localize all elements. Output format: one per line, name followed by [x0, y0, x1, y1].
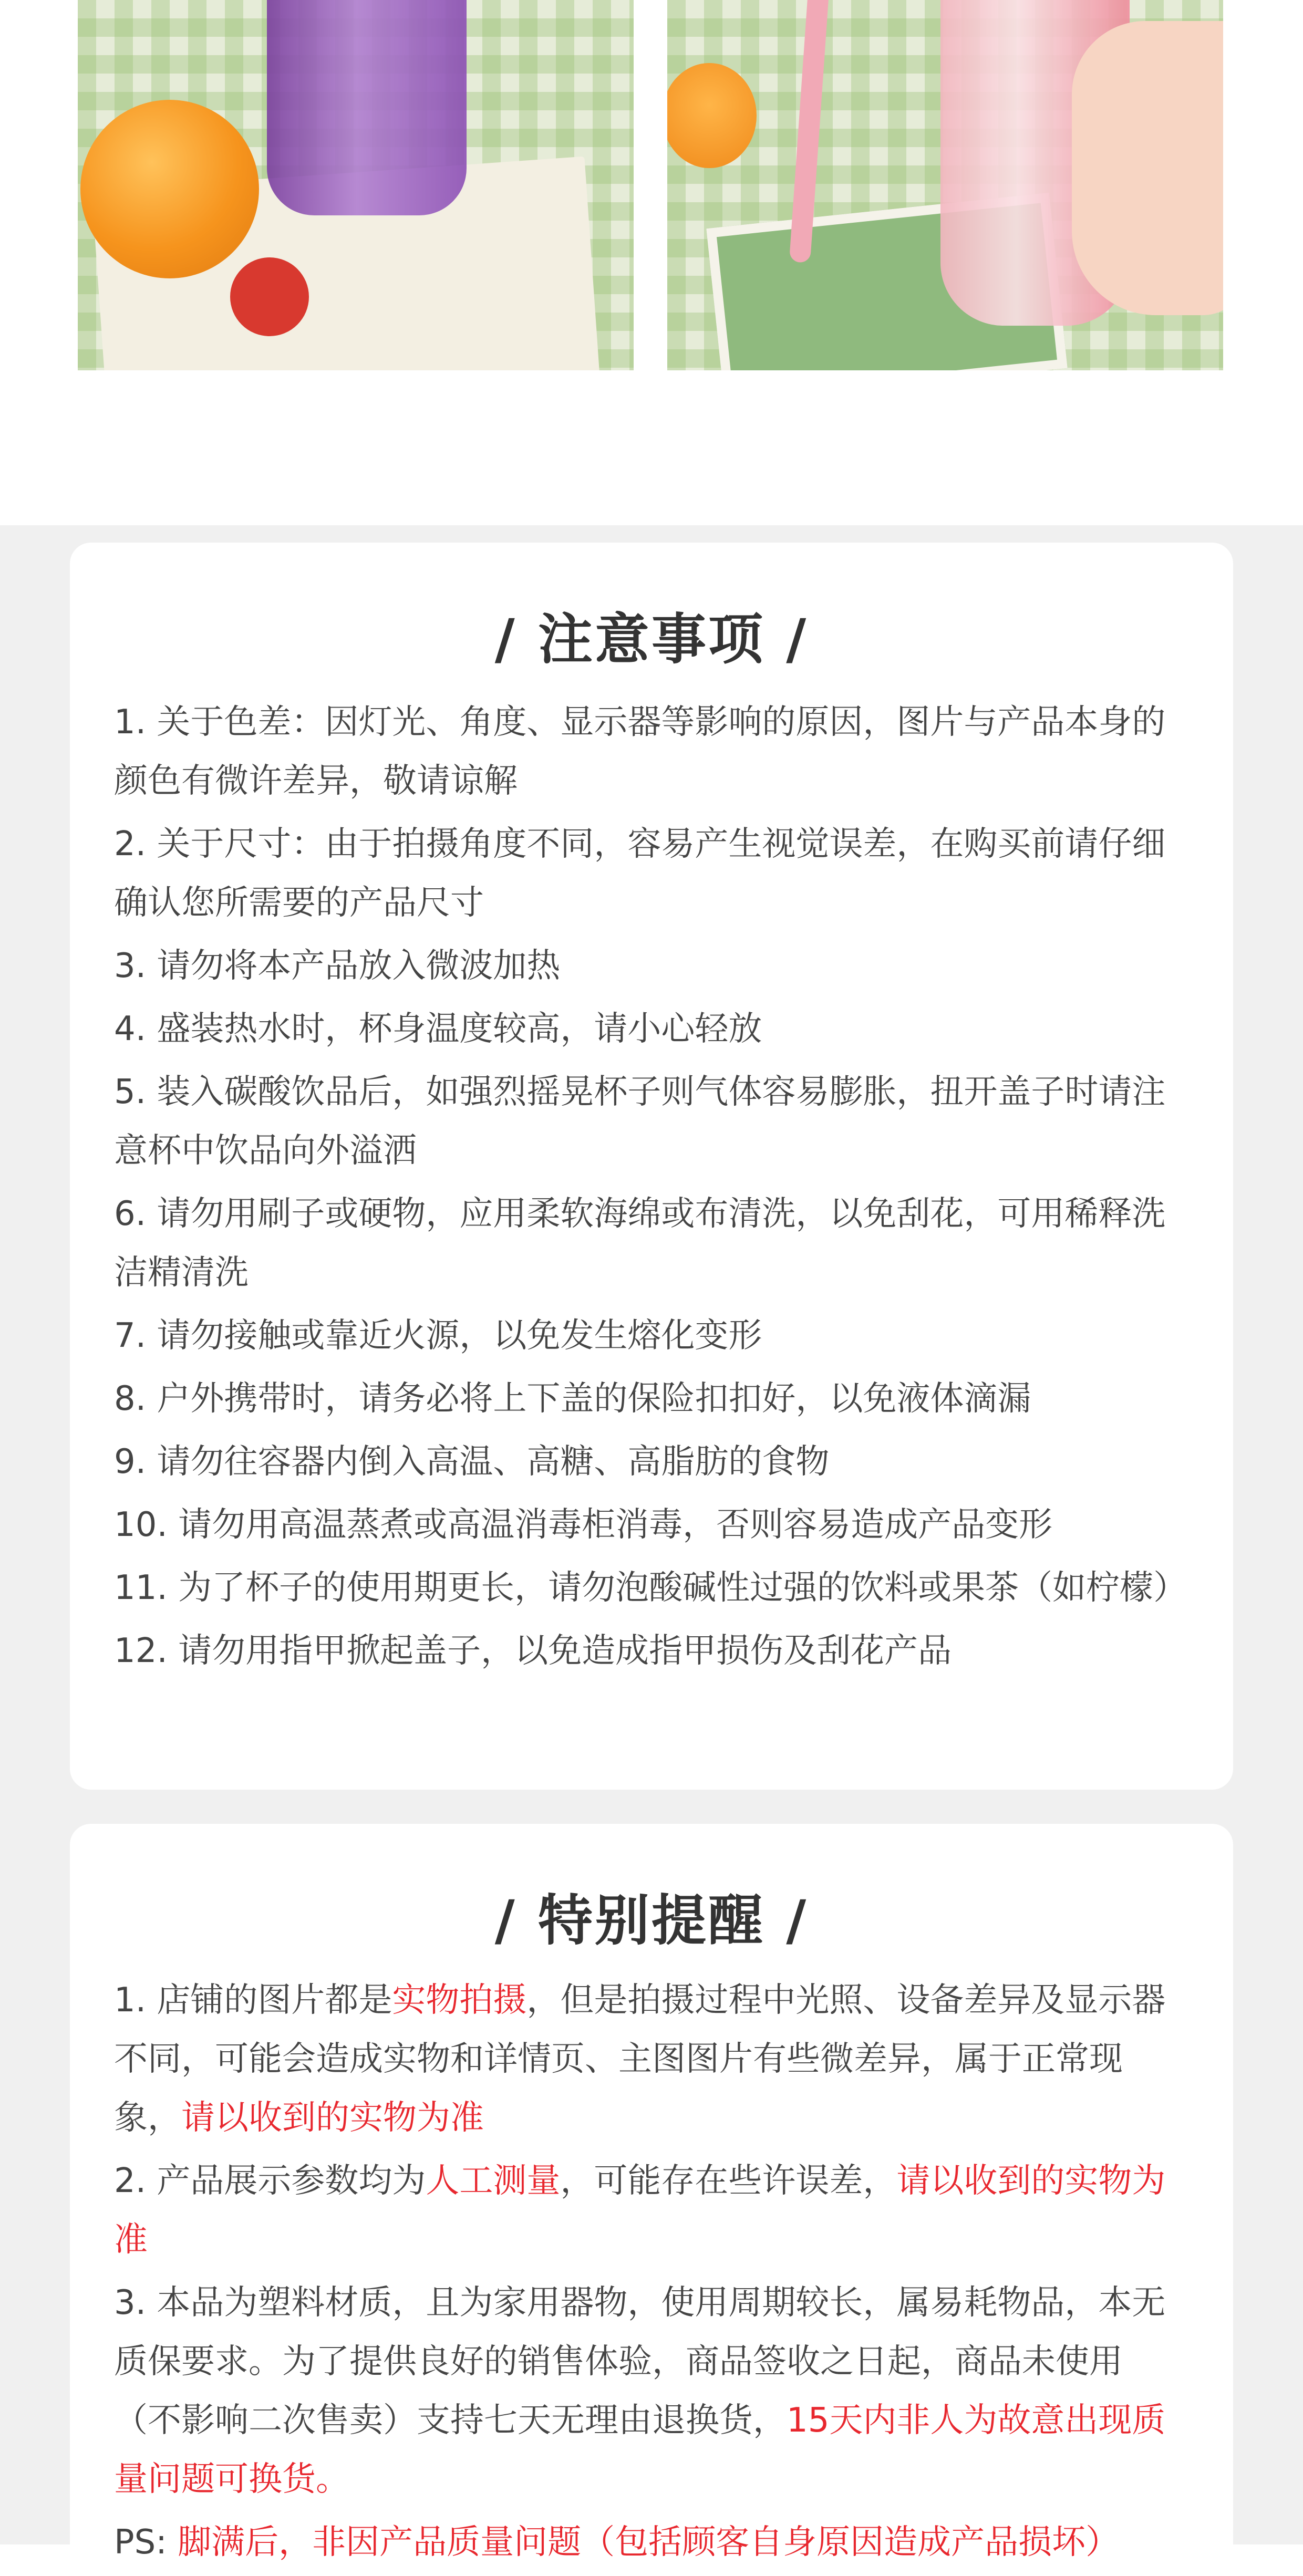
tips-text: PS: [114, 2523, 178, 2562]
notes-item: 6. 请勿用刷子或硬物，应用柔软海绵或布清洗，以免刮花，可用稀释洗洁精清洗 [114, 1194, 1166, 1292]
tips-item [114, 1971, 1189, 2147]
orange-illustration [667, 63, 757, 168]
notes-item: 7. 请勿接触或靠近火源，以免发生熔化变形 [114, 1316, 762, 1355]
tips-text: 2. 产品展示参数均为 [114, 2162, 426, 2200]
tips-list [114, 1971, 1189, 2576]
book-sticker [230, 257, 309, 336]
notes-item: 8. 户外携带时，请务必将上下盖的保险扣扣好，以免液体滴漏 [114, 1379, 1031, 1418]
notes-item: 5. 装入碳酸饮品后，如强烈摇晃杯子则气体容易膨胀，扭开盖子时请注意杯中饮品向外溢洒 [114, 1073, 1166, 1170]
notes-list [114, 693, 1189, 1685]
tips-card [70, 1824, 1233, 2570]
notes-item: 2. 关于尺寸：由于拍摄角度不同，容易产生视觉误差，在购买前请仔细确认您所需要的产品尺寸 [114, 825, 1166, 922]
notes-title: / 注意事项 / [494, 607, 809, 671]
tips-text: 3. 本品为塑料材质，且为家用器物，使用周期较长，属易耗物品，本无质保要求。为了提供良好的销售体验，商品签收之日起，商品未使用（不影响二次售卖）支持七天无理由退换货， [114, 2283, 1166, 2440]
product-photo-pink-bottle [667, 0, 1223, 370]
notes-item: 11. 为了杯子的使用期更长，请勿泡酸碱性过强的饮料或果茶（如柠檬） [114, 1569, 1187, 1607]
notes-item: 12. 请勿用指甲掀起盖子，以免造成指甲损伤及刮花产品 [114, 1632, 952, 1670]
tips-text: ，但是拍摄过程中光照、设备差异及显示器不同，可能会造成实物和详情页、主图图片有些微差异，属于正常现象， [114, 1981, 1166, 2137]
product-photos [0, 0, 1303, 525]
tips-item [114, 2513, 1189, 2572]
tips-highlight: 请以收到的实物为准 [181, 2099, 484, 2137]
tips-highlight: 15天内非人为故意出现质量问题可换货。 [114, 2401, 1166, 2499]
tips-text: 1. 店铺的图片都是 [114, 1981, 392, 2020]
tips-highlight: 脚满后，非因产品质量问题（包括顾客自身原因造成产品损坏） [178, 2523, 1120, 2562]
notes-item: 9. 请勿往容器内倒入高温、高糖、高脂肪的食物 [114, 1442, 830, 1481]
tips-highlight: 请以收到的实物为准 [114, 2162, 1166, 2259]
hand-illustration [1072, 21, 1223, 315]
tips-highlight: 人工测量 [426, 2162, 561, 2200]
tips-item [114, 2273, 1189, 2509]
notes-item: 10. 请勿用高温蒸煮或高温消毒柜消毒，否则容易造成产品变形 [114, 1505, 1053, 1544]
product-photo-purple-bottle [78, 0, 634, 370]
notes-card [70, 543, 1233, 1790]
notes-item: 4. 盛装热水时，杯身温度较高，请小心轻放 [114, 1010, 762, 1048]
tips-title: / 特别提醒 / [494, 1888, 809, 1952]
purple-bottle-illustration [267, 0, 467, 215]
tips-item [114, 2152, 1189, 2269]
tips-highlight: 实物拍摄 [392, 1981, 527, 2020]
tips-text: ，可能存在些许误差， [560, 2162, 897, 2200]
notes-item: 1. 关于色差：因灯光、角度、显示器等影响的原因，图片与产品本身的颜色有微许差异，敬请谅解 [114, 703, 1166, 801]
notes-item: 3. 请勿将本产品放入微波加热 [114, 947, 561, 985]
orange-illustration [80, 100, 259, 278]
